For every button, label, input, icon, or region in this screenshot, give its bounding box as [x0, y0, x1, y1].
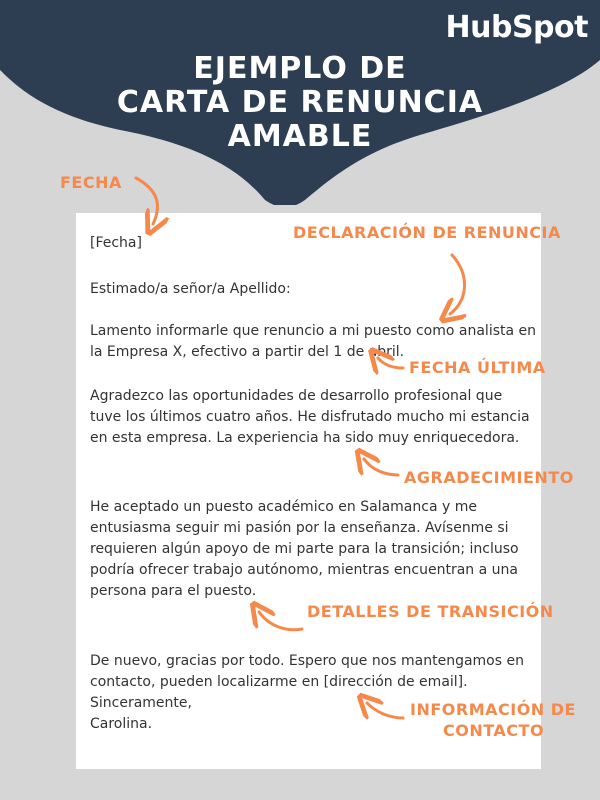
arrow-fecha [136, 178, 157, 224]
letter-greeting: Estimado/a señor/a Apellido: [90, 281, 291, 297]
letter-line: en esta empresa. La experiencia ha sido muy enriquecedora. [90, 430, 520, 446]
letter-line: requieren algún apoyo de mi parte para la transición; incluso [90, 541, 519, 557]
title-line-3: AMABLE [227, 119, 373, 154]
arrow-declaracion [450, 255, 465, 314]
letter-line: He aceptado un puesto académico en Salamanca y me [90, 499, 477, 515]
label-informacion-de-contacto-line-1: INFORMACIÓN DE [410, 700, 576, 719]
label-informacion-de-contacto-line-2: CONTACTO [443, 721, 545, 740]
letter-line: Lamento informarle que renuncio a mi puesto como analista en [90, 323, 537, 339]
letter-line: la Empresa X, efectivo a partir del 1 de abril. [90, 344, 405, 360]
letter-line: entusiasma seguir mi pasión por la enseñanza. Avísenme si [90, 520, 509, 536]
label-agradecimiento: AGRADECIMIENTO [404, 468, 574, 487]
letter-line: Agradezco las oportunidades de desarrollo profesional que [90, 388, 503, 404]
letter-line: persona para el puesto. [90, 583, 257, 599]
letter-date: [Fecha] [90, 235, 142, 251]
label-detalles-de-transicion: DETALLES DE TRANSICIÓN [307, 602, 554, 621]
title-line-2: CARTA DE RENUNCIA [116, 85, 484, 120]
label-fecha: FECHA [60, 173, 122, 192]
letter-line: De nuevo, gracias por todo. Espero que nos mantengamos en [90, 653, 524, 669]
letter-line: podría ofrecer trabajo autónomo, mientras encuentran a una [90, 562, 518, 578]
letter-line: tuve los últimos cuatro años. He disfrutado mucho mi estancia [90, 409, 530, 425]
arrow-agradecimiento [364, 459, 398, 475]
hubspot-logo: HubSpot [445, 10, 588, 45]
title-line-1: EJEMPLO DE [193, 51, 407, 86]
letter-signature: Carolina. [90, 716, 153, 732]
label-declaracion-de-renuncia: DECLARACIÓN DE RENUNCIA [293, 223, 561, 242]
arrow-informacion [367, 703, 403, 718]
letter-closing: Sinceramente, [90, 695, 192, 711]
letter-line: contacto, pueden localizarme en [dirección de email]. [90, 674, 468, 690]
arrow-fecha-ultima [378, 358, 403, 368]
arrow-detalles [259, 612, 302, 630]
label-fecha-ultima: FECHA ÚLTIMA [409, 358, 546, 377]
